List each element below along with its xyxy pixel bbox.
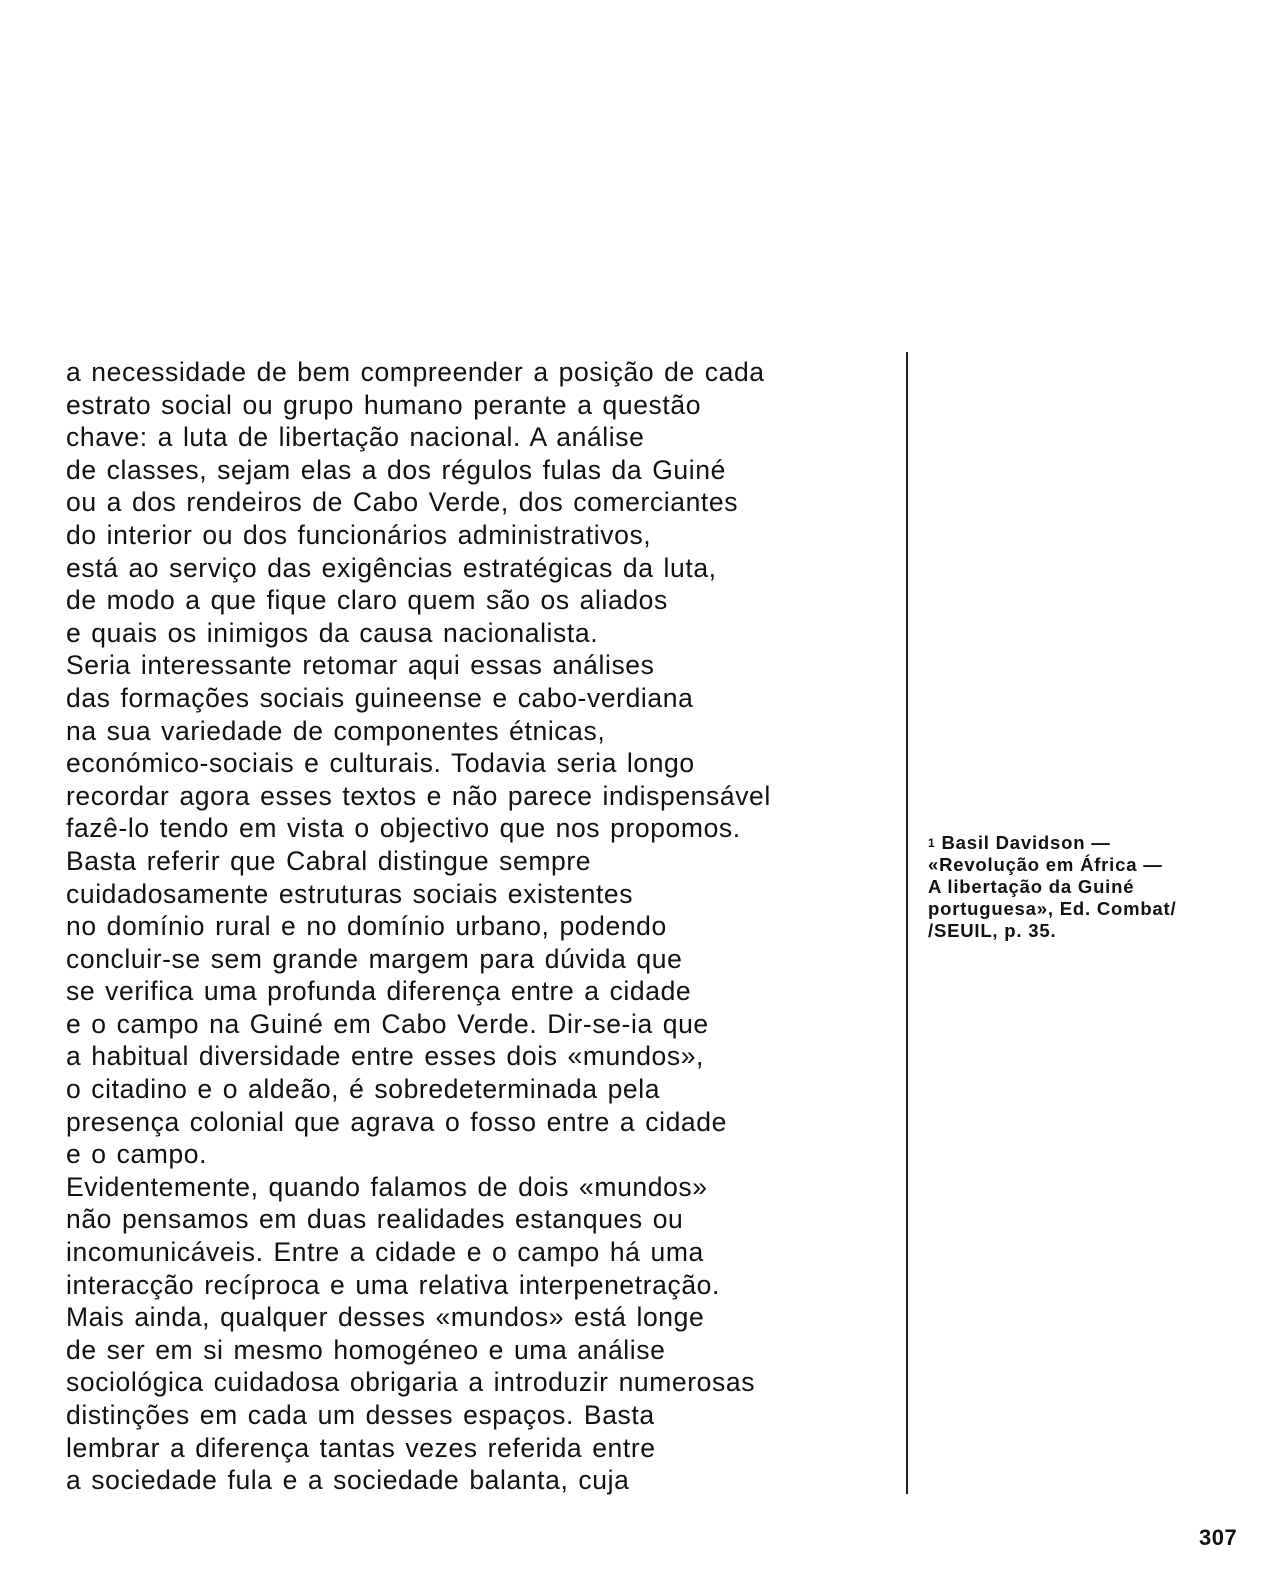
body-line: está ao serviço das exigências estratégicas da luta, — [66, 552, 717, 583]
body-line: distinções em cada um desses espaços. Basta — [66, 1400, 655, 1430]
body-line: interacção recíproca e uma relativa interpenetração. — [66, 1269, 720, 1300]
body-line: das formações sociais guineense e cabo-verdiana — [66, 682, 694, 713]
body-line: no domínio rural e no domínio urbano, podendo — [66, 911, 667, 942]
body-line: e quais os inimigos da causa nacionalista. — [66, 617, 599, 648]
footnote — [928, 832, 1248, 942]
body-line: o citadino e o aldeão, é sobredeterminada pela — [66, 1074, 661, 1105]
body-line: estrato social ou grupo humano perante a questão — [66, 389, 702, 420]
body-line: Mais ainda, qualquer desses «mundos» está longe — [66, 1302, 705, 1333]
footnote-text: Basil Davidson — — [941, 832, 1111, 853]
body-line: a sociedade fula e a sociedade balanta, cuja — [66, 1465, 630, 1496]
body-line: económico-sociais e culturais. Todavia seria longo — [66, 748, 695, 779]
body-line: presença colonial que agrava o fosso entre a cidade — [66, 1106, 727, 1137]
body-text-column — [66, 356, 896, 1497]
body-line: incomunicáveis. Entre a cidade e o campo há uma — [66, 1237, 704, 1268]
body-line: recordar agora esses textos e não parece indispensável — [66, 780, 771, 811]
body-line: e o campo. — [66, 1139, 208, 1170]
footnote-line — [928, 832, 1248, 854]
body-line: Basta referir que Cabral distingue sempre — [66, 845, 592, 876]
body-line: não pensamos em duas realidades estanques ou — [66, 1204, 684, 1235]
body-line: chave: a luta de libertação nacional. A análise — [66, 422, 645, 453]
body-line: concluir-se sem grande margem para dúvida que — [66, 943, 683, 974]
body-line: ou a dos rendeiros de Cabo Verde, dos comerciantes — [66, 487, 739, 518]
body-line: na sua variedade de componentes étnicas, — [66, 715, 606, 746]
body-line: Seria interessante retomar aqui essas análises — [66, 650, 655, 681]
body-line: de classes, sejam elas a dos régulos fulas da Guiné — [66, 454, 726, 485]
footnote-line: portuguesa», Ed. Combat/ — [928, 898, 1177, 919]
footnote-marker: 1 — [928, 836, 936, 850]
body-line: cuidadosamente estruturas sociais existentes — [66, 878, 634, 909]
footnote-line: A libertação da Guiné — [928, 876, 1135, 897]
body-line: de modo a que fique claro quem são os aliados — [66, 585, 668, 616]
body-line: lembrar a diferença tantas vezes referida entre — [66, 1432, 656, 1463]
body-line: e o campo na Guiné em Cabo Verde. Dir-se-ia que — [66, 1008, 709, 1039]
body-line: do interior ou dos funcionários administrativos, — [66, 519, 652, 550]
column-divider — [906, 352, 908, 1494]
body-line: Evidentemente, quando falamos de dois «mundos» — [66, 1171, 708, 1202]
body-line: fazê-lo tendo em vista o objectivo que nos propomos. — [66, 813, 741, 844]
body-line: de ser em si mesmo homogéneo e uma análise — [66, 1334, 666, 1365]
body-line: a necessidade de bem compreender a posição de cada — [66, 357, 765, 387]
footnote-line: /SEUIL, p. 35. — [928, 920, 1057, 941]
body-line: sociológica cuidadosa obrigaria a introduzir numerosas — [66, 1367, 756, 1398]
body-line: a habitual diversidade entre esses dois «mundos», — [66, 1041, 705, 1072]
footnote-line: «Revolução em África — — [928, 854, 1163, 875]
page-number: 307 — [1199, 1525, 1238, 1550]
body-line: se verifica uma profunda diferença entre a cidade — [66, 976, 692, 1007]
